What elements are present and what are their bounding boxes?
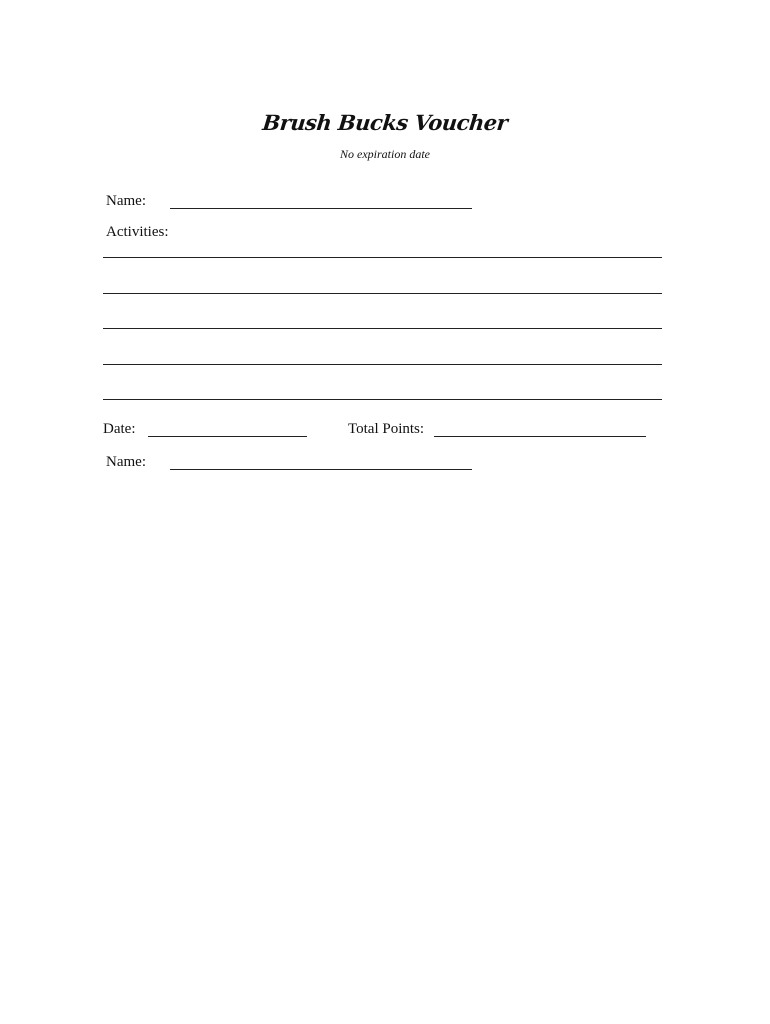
activities-line-1[interactable] (103, 257, 662, 258)
activities-line-5[interactable] (103, 399, 662, 400)
activities-line-4[interactable] (103, 364, 662, 365)
activities-label: Activities: (106, 224, 169, 240)
total-points-line[interactable] (434, 436, 646, 437)
voucher-subtitle: No expiration date (340, 147, 430, 161)
voucher-title: Brush Bucks Voucher (261, 110, 509, 135)
name-line-2[interactable] (170, 469, 472, 470)
total-points-label: Total Points: (348, 421, 425, 437)
activities-line-2[interactable] (103, 293, 662, 294)
name-label: Name: (106, 193, 146, 209)
name-line[interactable] (170, 208, 472, 209)
name-label-2: Name: (106, 454, 146, 470)
activities-line-3[interactable] (103, 328, 662, 329)
date-line[interactable] (148, 436, 307, 437)
date-label: Date: (103, 421, 136, 437)
